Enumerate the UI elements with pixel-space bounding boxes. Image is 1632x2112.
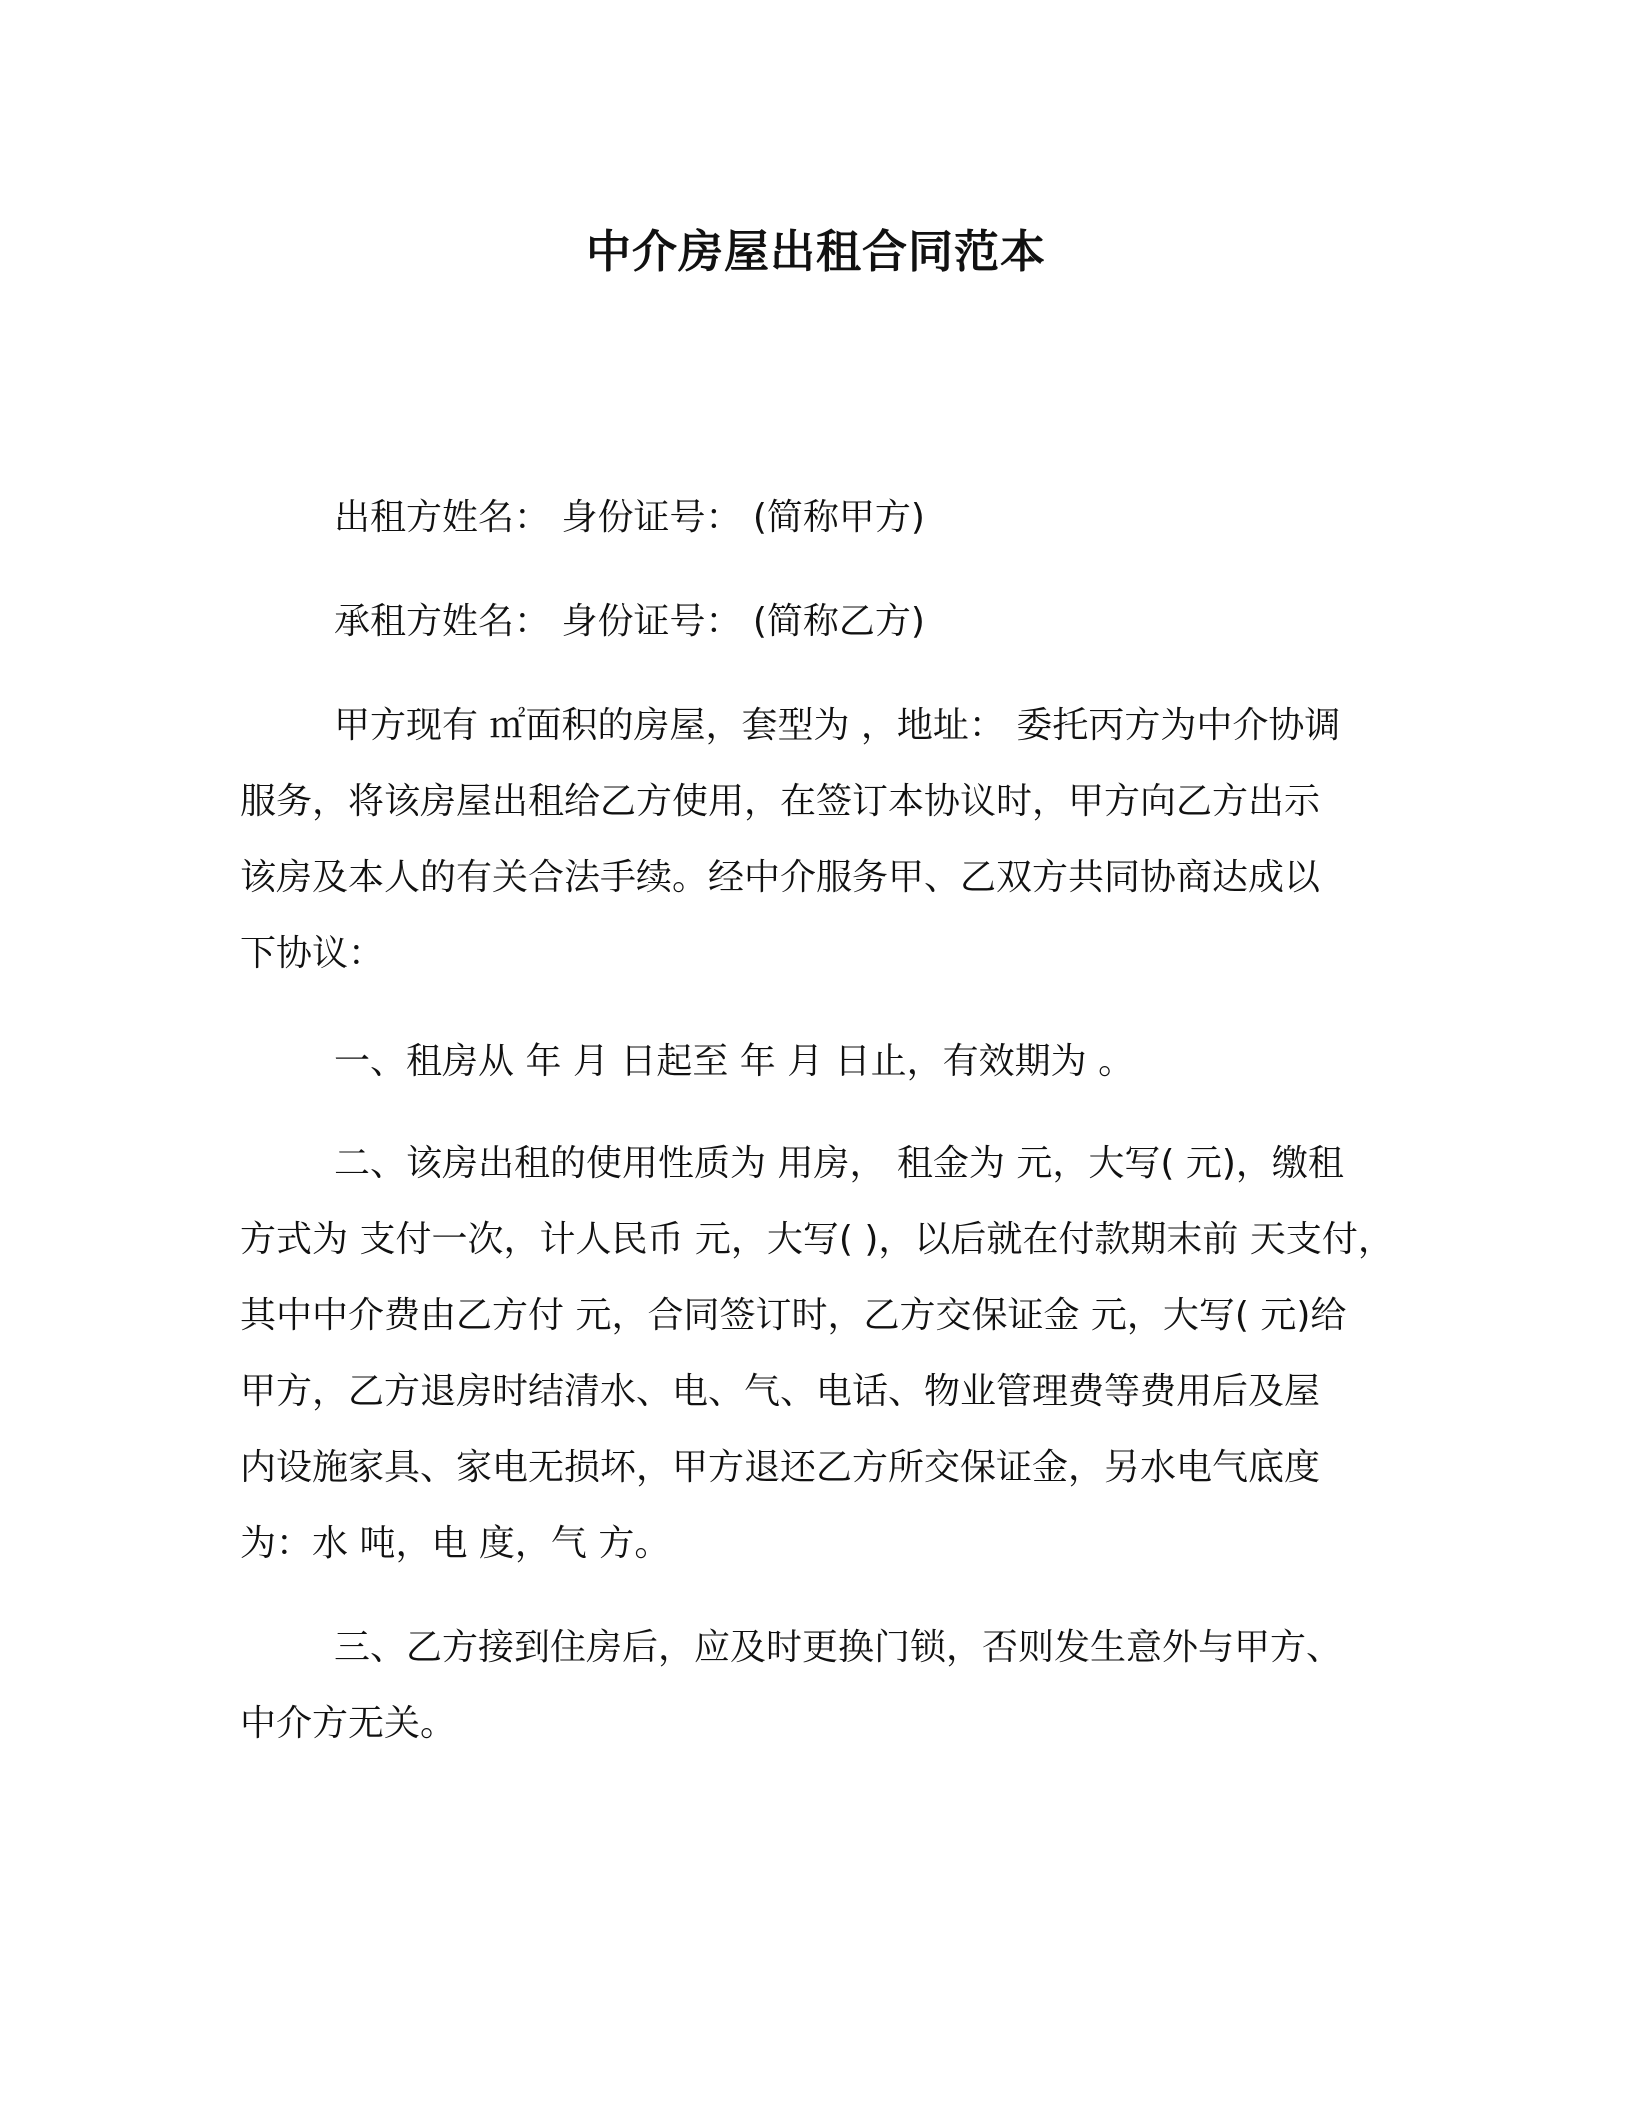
intro-paragraph-line-1: 甲方现有 ㎡面积的房屋，套型为 ，地址： 委托丙方为中介协调: [334, 705, 1341, 746]
lessee-info-line: 承租方姓名： 身份证号： (简称乙方): [334, 601, 925, 642]
clause-2-line-4: 甲方，乙方退房时结清水、电、气、电话、物业管理费等费用后及屋: [240, 1371, 1321, 1412]
lessor-info-line: 出租方姓名： 身份证号： (简称甲方): [334, 497, 925, 538]
clause-2-line-1: 二、该房出租的使用性质为 用房， 租金为 元，大写( 元)，缴租: [334, 1143, 1344, 1184]
clause-3-line-1: 三、乙方接到住房后，应及时更换门锁，否则发生意外与甲方、: [334, 1627, 1343, 1668]
intro-paragraph-line-3: 该房及本人的有关合法手续。经中介服务甲、乙双方共同协商达成以: [240, 857, 1321, 898]
document-title: 中介房屋出租合同范本: [585, 225, 1046, 278]
clause-1-line-1: 一、租房从 年 月 日起至 年 月 日止，有效期为 。: [334, 1041, 1135, 1082]
clause-2-line-5: 内设施家具、家电无损坏，甲方退还乙方所交保证金，另水电气底度: [240, 1447, 1321, 1488]
clause-3-line-2: 中介方无关。: [240, 1703, 457, 1744]
clause-2-line-2: 方式为 支付一次，计人民币 元，大写( )，以后就在付款期末前 天支付，: [240, 1219, 1394, 1260]
intro-paragraph-line-2: 服务，将该房屋出租给乙方使用，在签订本协议时，甲方向乙方出示: [240, 781, 1321, 822]
clause-2-line-6: 为：水 吨，电 度，气 方。: [240, 1523, 671, 1564]
clause-2-line-3: 其中中介费由乙方付 元，合同签订时，乙方交保证金 元，大写( 元)给: [240, 1295, 1347, 1336]
intro-paragraph-line-4: 下协议：: [240, 933, 385, 974]
